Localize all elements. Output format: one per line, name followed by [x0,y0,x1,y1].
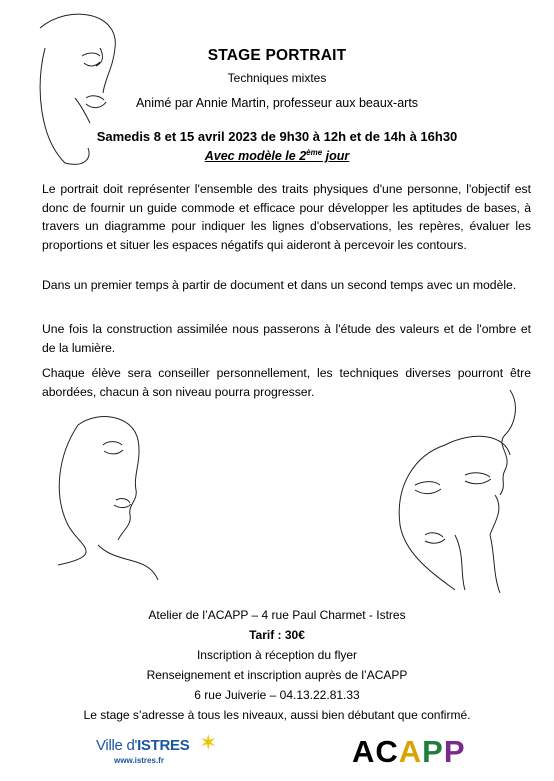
star-icon: ✶ [199,730,218,755]
acapp-logo-icon [352,731,472,771]
istres-logo-icon [96,730,226,772]
face-line-art-icon [38,405,168,590]
paragraph-advice: Chaque élève sera conseiller personnellement, les techniques diverses pourront être abordées, chacun à son niveau pourra progresser. [42,366,531,399]
model-prefix: Avec modèle le 2 [204,149,307,163]
model-sup: ème [306,147,323,157]
paragraph-intro: Le portrait doit représenter l'ensemble des traits physiques d'une personne, l'objectif est donc de fournir un guide commode et efficace pour développer les aptitudes de bases, à travers un diagramme pour indiquer les lignes d'observations, les repères, évaluer les proportions et situer les espaces négatifs qui aideront à percevoir les contours. [42,182,531,253]
subtitle: Techniques mixtes [227,71,327,85]
inscription-note: Inscription à réception du flyer [196,648,358,662]
levels-note: Le stage s’adresse à tous les niveaux, aussi bien débutant que confirmé. [83,708,471,722]
face-line-art-icon [395,385,535,595]
animator-line: Animé par Annie Martin, professeur aux beaux-arts [135,96,419,110]
face-line-art-icon [30,8,130,168]
istres-logo-text: Ville d'ISTRES [96,737,190,754]
dates-line: Samedis 8 et 15 avril 2023 de 9h30 à 12h et de 14h à 16h30 [96,129,458,144]
paragraph-values: Une fois la construction assimilée nous passerons à l'étude des valeurs et de l'ombre et de la lumière. [42,322,531,355]
price: Tarif : 30€ [249,628,305,642]
model-suffix: jour [322,149,350,163]
info-line: Renseignement et inscription auprès de l’ACAPP [146,668,408,682]
istres-url: www.istres.fr [114,756,164,765]
contact-address: 6 rue Juiverie – 04.13.22.81.33 [194,688,360,702]
model-line [0,149,554,163]
paragraph-steps: Dans un premier temps à partir de document et dans un second temps avec un modèle. [42,278,517,292]
atelier-address: Atelier de l’ACAPP – 4 rue Paul Charmet - Istres [148,608,406,622]
acapp-logo-text: ACAPP [352,734,466,769]
page-title: STAGE PORTRAIT [207,47,347,64]
